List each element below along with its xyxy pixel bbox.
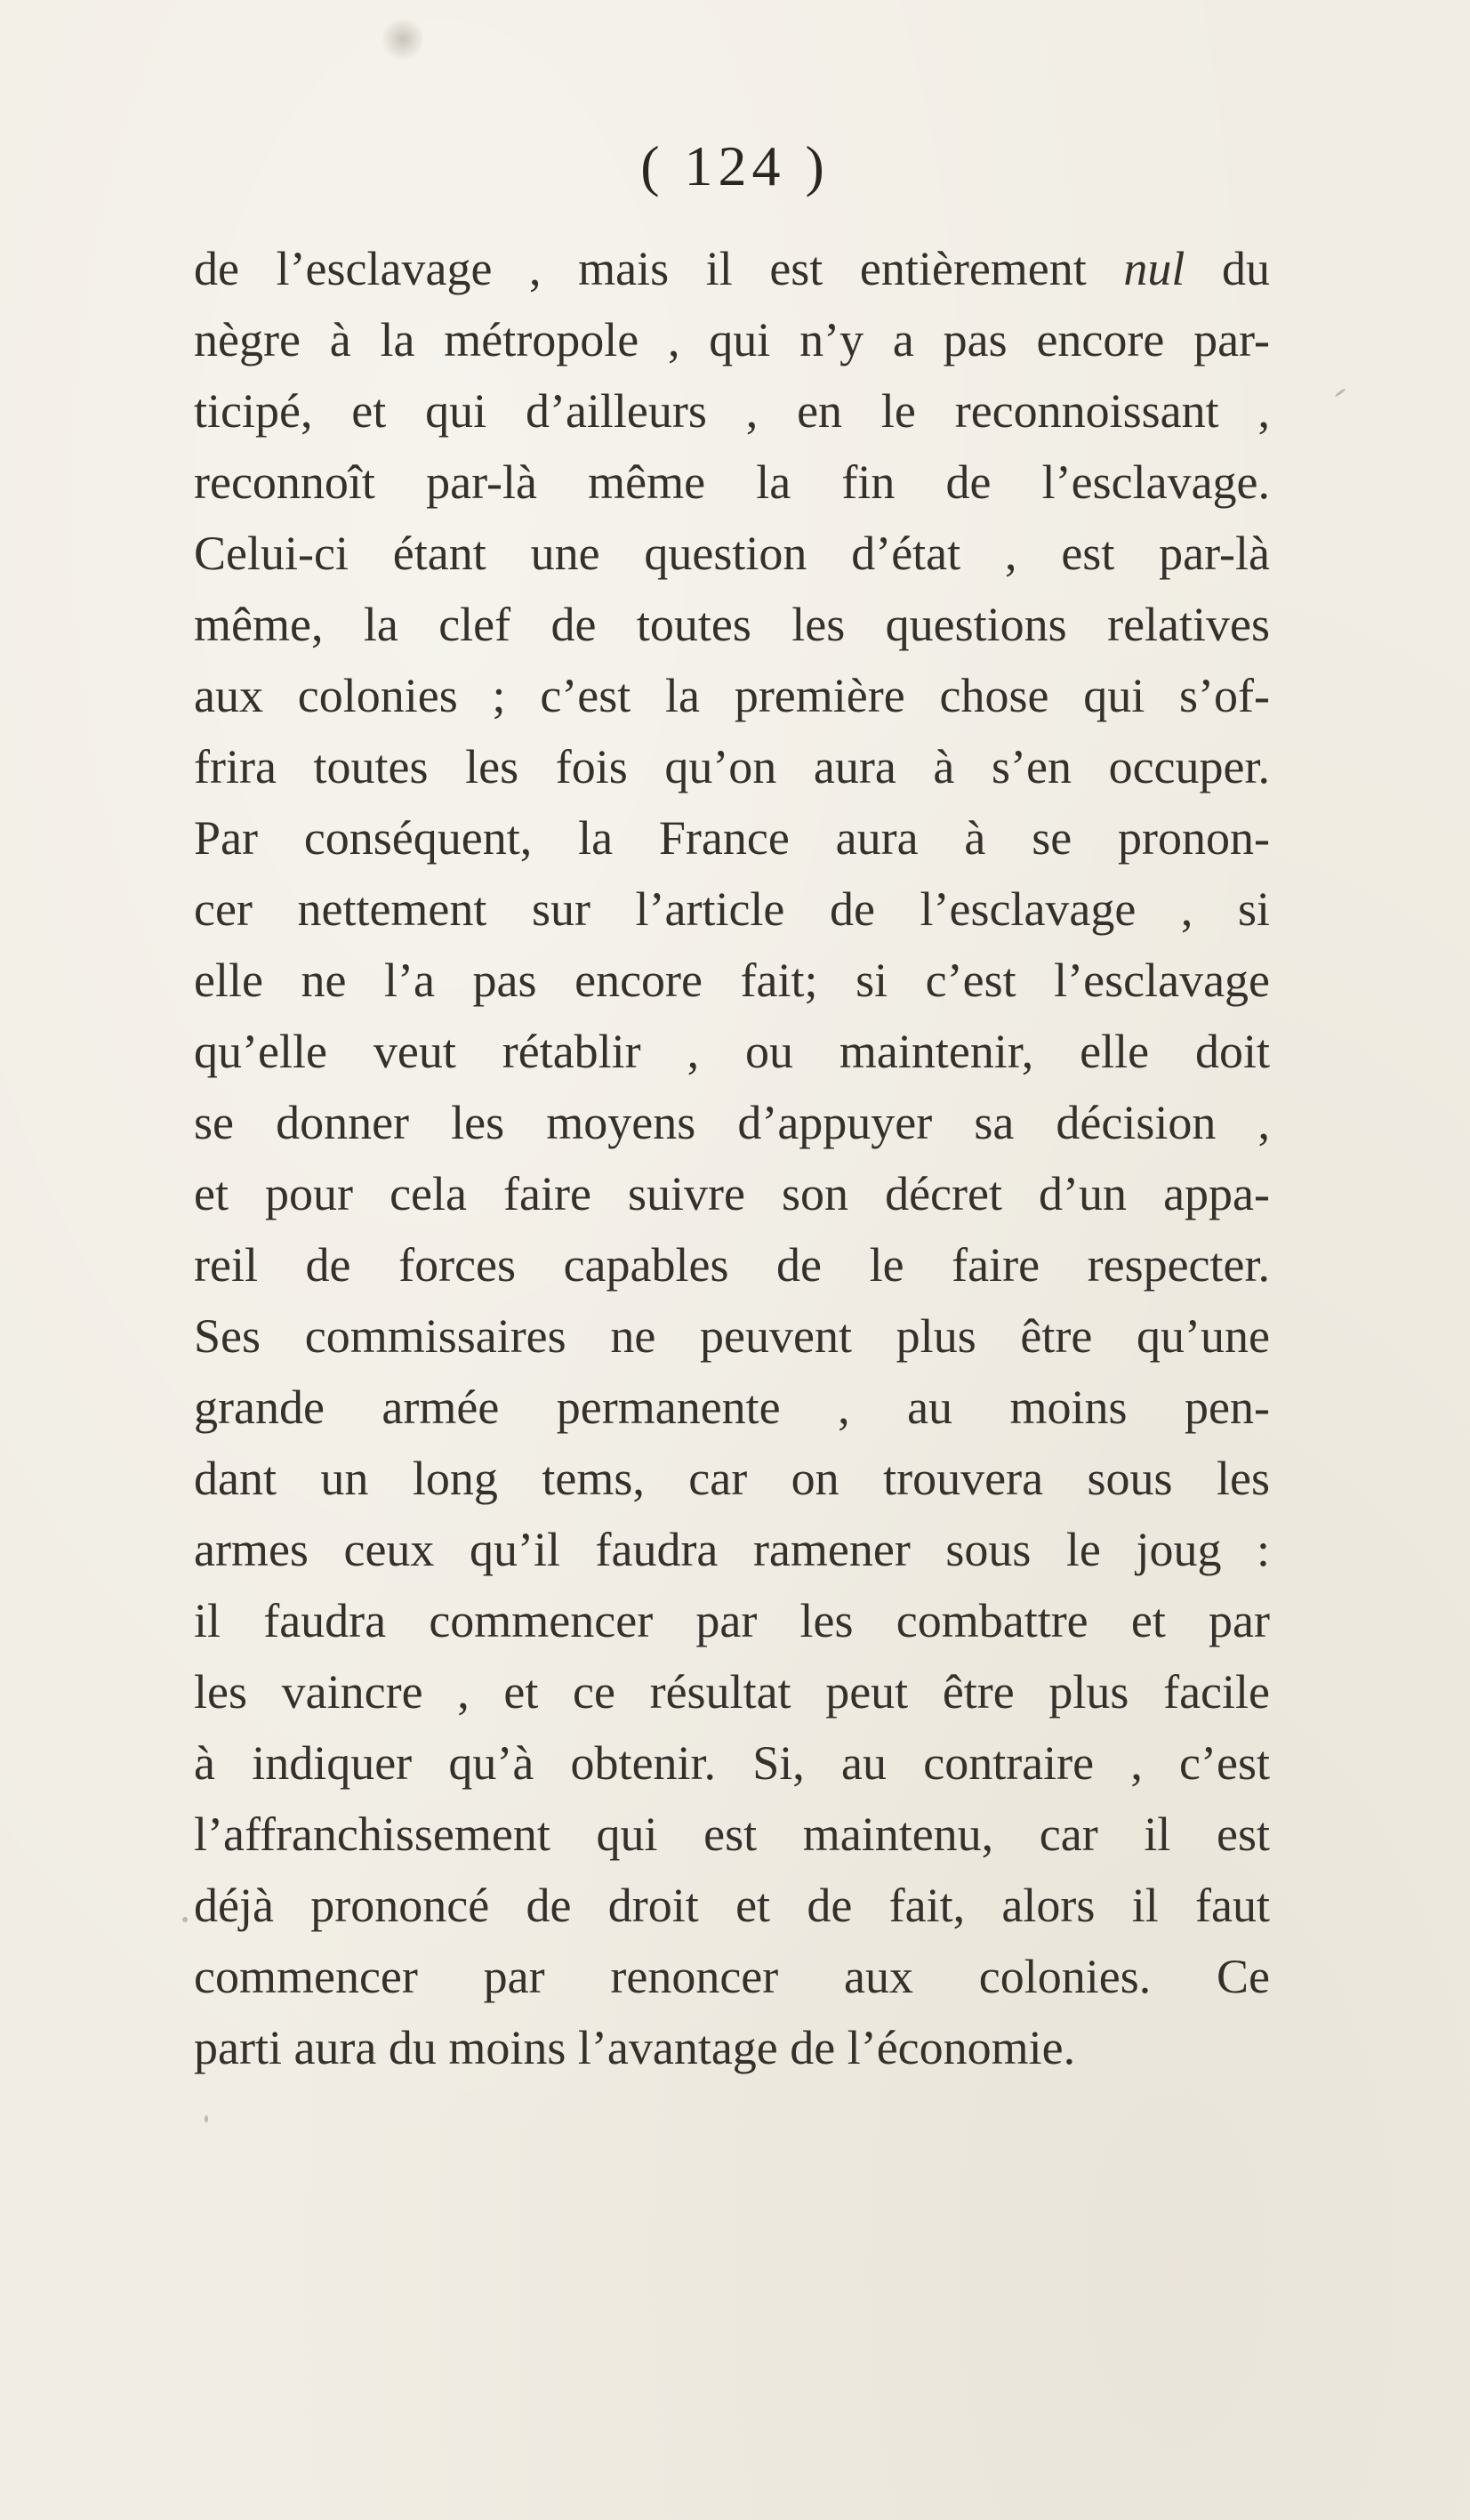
text-line: Ses commissaires ne peuvent plus être qu’une: [194, 1309, 1270, 1363]
text-line: commencer par renoncer aux colonies. Ce: [194, 1950, 1270, 2003]
text-line: et pour cela faire suivre son décret d’un appa-: [194, 1167, 1270, 1220]
text-line: de l’esclavage , mais il est entièrement nul du: [194, 242, 1271, 295]
text-line: l’affranchissement qui est maintenu, car il est: [194, 1807, 1270, 1861]
text-line: même, la clef de toutes les questions relatives: [194, 598, 1270, 651]
text-line: à indiquer qu’à obtenir. Si, au contraire , c’est: [194, 1736, 1270, 1790]
text-line: grande armée permanente , au moins pen-: [194, 1381, 1270, 1434]
text-line: elle ne l’a pas encore fait; si c’est l’esclavage: [194, 954, 1270, 1007]
body-text: [194, 233, 1270, 2083]
text-line: les vaincre , et ce résultat peut être plus facile: [194, 1665, 1270, 1719]
text-line: parti aura du moins l’avantage de l’économie.: [194, 2021, 1076, 2074]
text-line: ticipé, et qui d’ailleurs , en le reconnoissant ,: [194, 384, 1270, 438]
text-line: Par conséquent, la France aura à se pronon-: [194, 811, 1270, 865]
text-line: déjà prononcé de droit et de fait, alors il faut: [194, 1879, 1270, 1932]
text-line: armes ceux qu’il faudra ramener sous le joug :: [194, 1523, 1270, 1576]
text-line: reil de forces capables de le faire respecter.: [194, 1238, 1270, 1292]
text-line: Celui-ci étant une question d’état , est par-là: [194, 527, 1270, 580]
text-line: cer nettement sur l’article de l’esclavage , si: [194, 882, 1270, 936]
text-line: nègre à la métropole , qui n’y a pas encore par-: [194, 313, 1270, 366]
paper-speck: [182, 1917, 188, 1922]
paper-speck: [1334, 388, 1345, 397]
italic-word: nul: [1123, 242, 1185, 295]
text-line: reconnoît par-là même la fin de l’esclavage.: [194, 455, 1270, 509]
paper-speck: [205, 2115, 208, 2122]
text-line: aux colonies ; c’est la première chose qui s’of-: [194, 669, 1270, 722]
text-line: dant un long tems, car on trouvera sous les: [194, 1452, 1270, 1505]
paper-stain: [382, 16, 423, 62]
text-line: il faudra commencer par les combattre et par: [194, 1594, 1270, 1647]
page-number: ( 124 ): [640, 134, 830, 197]
text-line: se donner les moyens d’appuyer sa décision ,: [194, 1096, 1270, 1149]
text-line: qu’elle veut rétablir , ou maintenir, elle doit: [194, 1025, 1270, 1078]
text-line: frira toutes les fois qu’on aura à s’en occuper.: [194, 740, 1270, 793]
